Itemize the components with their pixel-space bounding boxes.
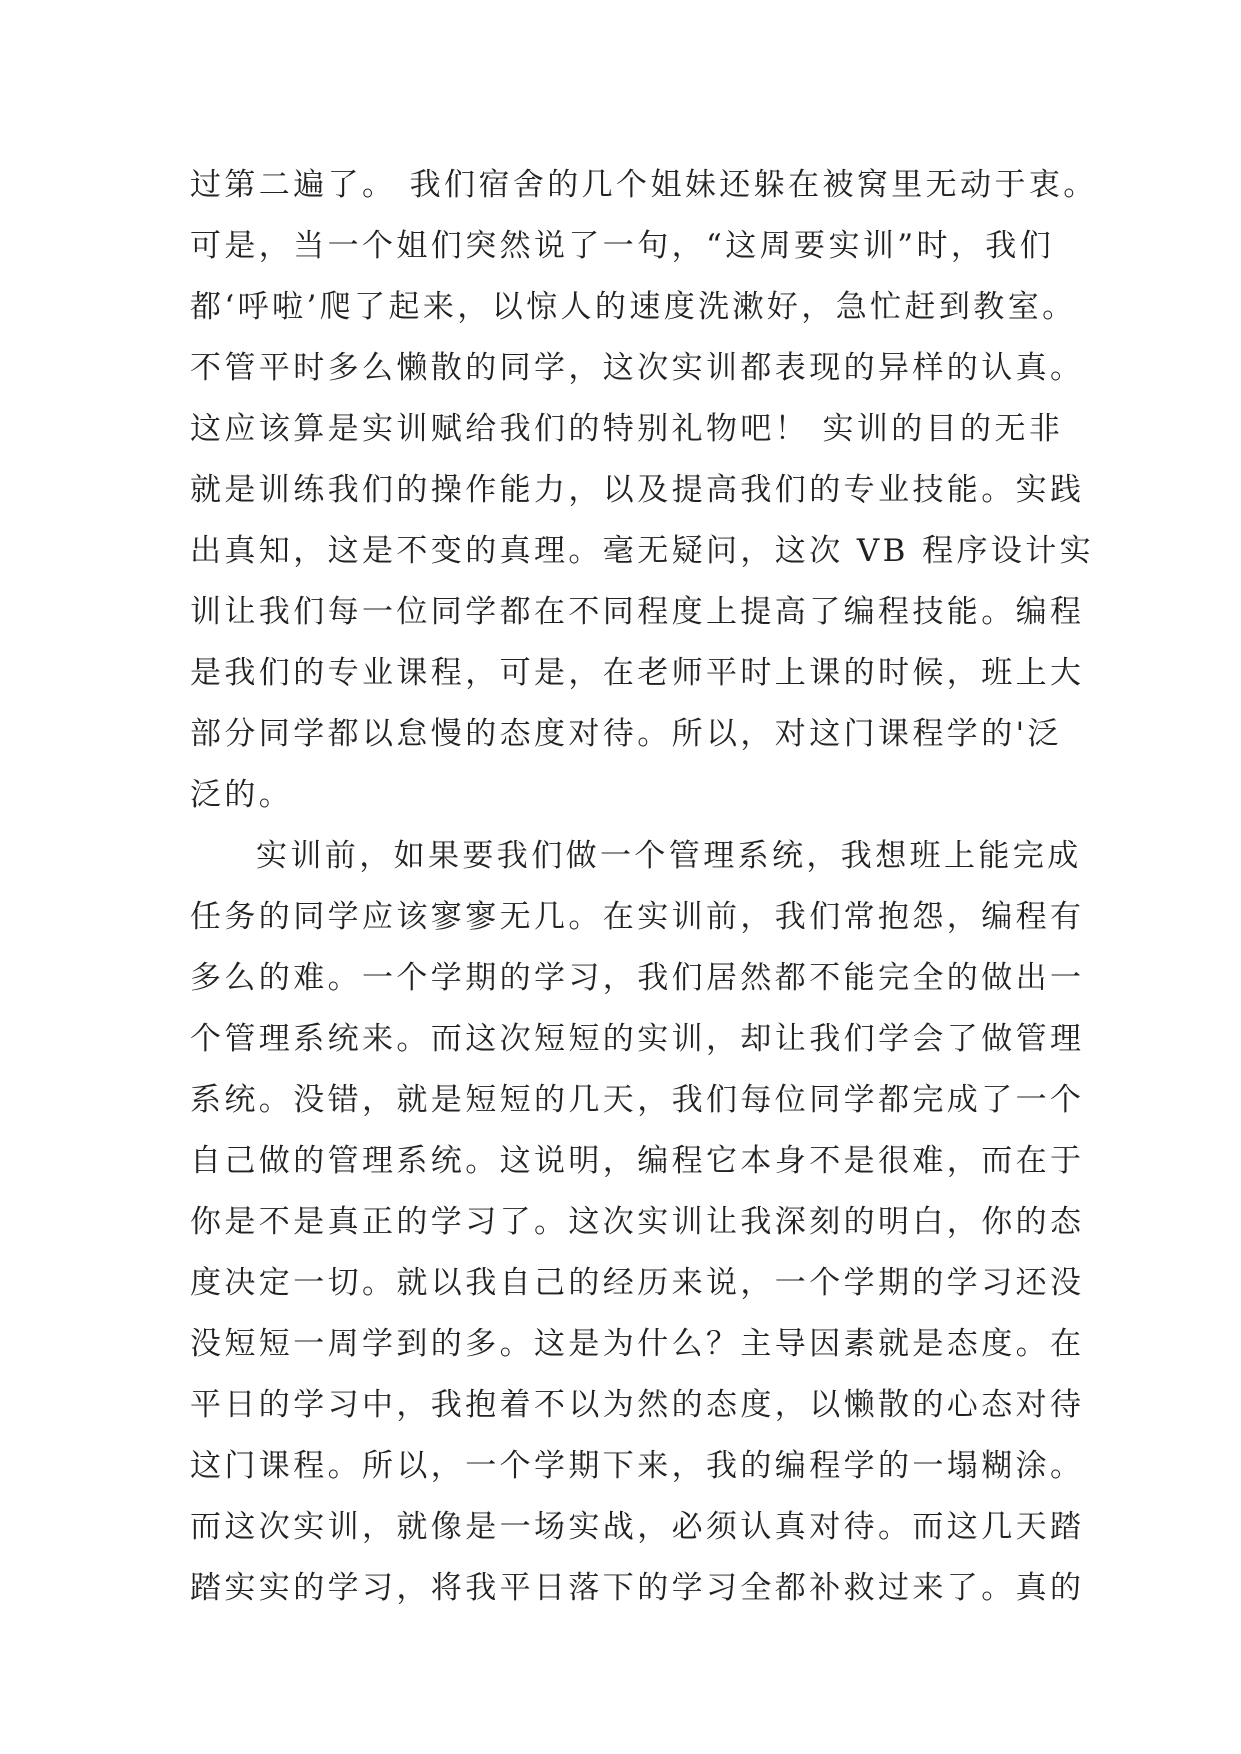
text-line: 度决定一切。就以我自己的经历来说，一个学期的学习还没: [190, 1265, 1085, 1301]
text-line: 这应该算是实训赋给我们的特别礼物吧！ 实训的目的无非: [190, 411, 1064, 447]
text-line: 实训前，如果要我们做一个管理系统，我想班上能完成: [256, 838, 1082, 874]
text-line: 个管理系统来。而这次短短的实训，却让我们学会了做管理: [190, 1021, 1085, 1057]
text-line: 部分同学都以怠慢的态度对待。所以，对这门课程学的'泛: [190, 716, 1062, 752]
text-line: 踏实实的学习，将我平日落下的学习全都补救过来了。真的: [190, 1570, 1085, 1606]
text-line: 泛的。: [190, 777, 294, 813]
text-line: 都‘呼啦’爬了起来，以惊人的速度洗漱好，急忙赶到教室。: [190, 289, 1077, 325]
text-line: 多么的难。一个学期的学习，我们居然都不能完全的做出一: [190, 960, 1085, 996]
text-line: 出真知，这是不变的真理。毫无疑问，这次 VB 程序设计实: [190, 533, 1095, 569]
text-line: 过第二遍了。 我们宿舍的几个姐妹还躲在被窝里无动于衷。: [190, 167, 1098, 203]
text-line: 可是，当一个姐们突然说了一句，“这周要实训”时，我们: [190, 228, 1055, 264]
text-line: 任务的同学应该寥寥无几。在实训前，我们常抱怨，编程有: [190, 899, 1085, 935]
text-line: 是我们的专业课程，可是，在老师平时上课的时候，班上大: [190, 655, 1085, 691]
text-line: 系统。没错，就是短短的几天，我们每位同学都完成了一个: [190, 1082, 1085, 1118]
text-line: 而这次实训，就像是一场实战，必须认真对待。而这几天踏: [190, 1509, 1085, 1545]
text-line: 平日的学习中，我抱着不以为然的态度，以懒散的心态对待: [190, 1387, 1085, 1423]
text-line: 你是不是真正的学习了。这次实训让我深刻的明白，你的态: [190, 1204, 1085, 1240]
text-line: 没短短一周学到的多。这是为什么？主导因素就是态度。在: [190, 1326, 1085, 1362]
text-line: 训让我们每一位同学都在不同程度上提高了编程技能。编程: [190, 594, 1085, 630]
text-line: 不管平时多么懒散的同学，这次实训都表现的异样的认真。: [190, 350, 1085, 386]
body-text: [190, 155, 1098, 1619]
text-line: 这门课程。所以，一个学期下来，我的编程学的一塌糊涂。: [190, 1448, 1085, 1484]
text-line: 自己做的管理系统。这说明，编程它本身不是很难，而在于: [190, 1143, 1085, 1179]
text-line: 就是训练我们的操作能力，以及提高我们的专业技能。实践: [190, 472, 1085, 508]
